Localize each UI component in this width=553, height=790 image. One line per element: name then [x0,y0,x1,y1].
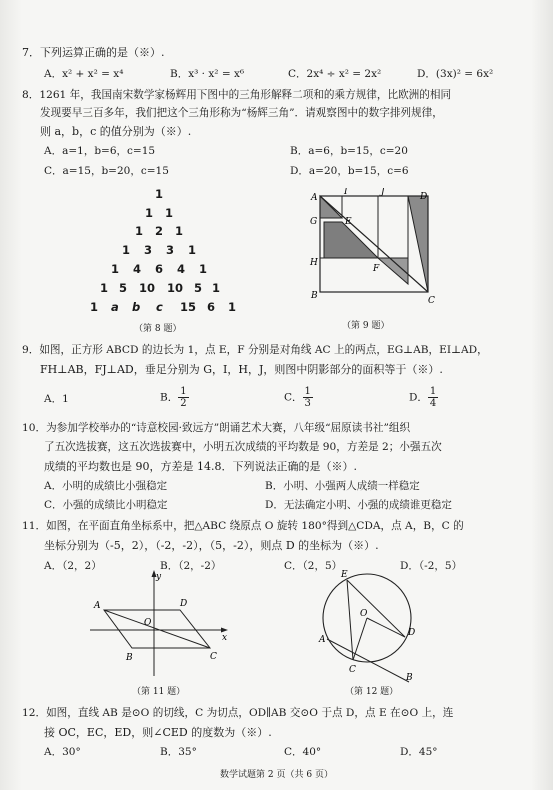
tri-r2-c2: 1 [175,224,184,238]
q9-option-d-fraction [428,386,438,409]
figure-9-square-diagram [308,188,436,310]
q8-line-2: 发现要早三百多年，我们把这个三角形称为“杨辉三角”．请观察图中的数字排列规律， [40,107,443,119]
segment-oc [353,618,367,660]
q9-option-b-letter: B． [160,391,179,404]
label-B-fig11: B [126,653,133,663]
q9-option-c-fraction [303,386,313,409]
q9-option-c-letter: C． [284,391,303,404]
label-I: I [344,188,348,197]
tri-r5-c3: 10 [167,281,184,295]
q12-option-a: A．30° [44,746,81,758]
label-O-fig12: O [360,609,368,619]
figure-8-caption: （第 8 题） [134,324,182,334]
q10-line-2: 了五次选拔赛，这五次选拔赛中，小明五次成绩的平均数是 90，方差是 2；小强五次 [44,441,442,453]
tri-r5-c2: 10 [139,281,156,295]
label-J: J [381,188,385,197]
q7-option-a: A．x² + x² = x⁴ [44,68,124,80]
q12-option-d: D．45° [400,746,438,758]
label-E: E [345,217,352,227]
q9-option-d-letter: D． [409,391,428,404]
tri-r0-c0: 1 [155,187,164,201]
q7-option-c: C．2x⁴ ÷ x² = 2x² [288,68,382,80]
q12-option-b: B．35° [160,746,197,758]
q10-line-3: 成绩的平均数也是 90，方差是 14.8．下列说法正确的是（※）. [44,460,357,473]
q9-b-denominator: 2 [180,398,187,409]
label-C-fig11: C [210,652,217,662]
q8-line-1: 8．1261 年，我国南宋数学家杨辉用下图中的三角形解释二项和的乘方规律，比欧洲的相同 [22,89,452,101]
q8-line-3: 则 a，b，c 的值分别为（※）. [40,125,192,138]
label-A-fig12: A [319,635,326,645]
q10-option-c: C．小强的成绩比小明稳定 [44,499,168,511]
q11-line-1: 11．如图，在平面直角坐标系中，把△ABC 绕原点 O 旋转 180°得到△CDA，点 A，B，C 的 [22,520,464,532]
tri-r6-c: c [156,300,163,314]
page-footer: 数学试题第 2 页（共 6 页） [220,770,333,780]
label-D: D [420,192,428,202]
tri-r4-c0: 1 [111,262,120,276]
tri-r1-c0: 1 [145,206,154,220]
figure-11-caption: （第 11 题） [132,687,186,697]
q8-option-b: B．a=6，b=15，c=20 [290,145,408,157]
q7-stem: 7．下列运算正确的是（※）. [22,46,165,59]
tri-r5-c5: 1 [212,281,221,295]
figure-12-circle-tangent [313,566,433,686]
segment-od [367,618,405,637]
q9-c-denominator: 3 [304,398,311,409]
q8-option-c: C．a=15，b=20，c=15 [44,165,169,177]
q10-option-b: B．小明、小强两人成绩一样稳定 [265,480,420,492]
tri-r6-c0: 1 [90,300,99,314]
label-B: B [311,291,318,301]
segment-ed [347,580,405,637]
q9-option-a: A．1 [44,393,69,405]
q7-option-d: D．(3x)² = 6x² [417,68,494,80]
q11-option-a: A．（2，2） [44,560,102,572]
q10-option-a: A．小明的成绩比小强稳定 [44,480,168,492]
tri-r4-c2: 6 [155,262,164,276]
label-x: x [222,633,228,643]
q9-option-b-fraction [178,386,188,409]
figure-12-caption: （第 12 题） [345,687,399,697]
label-O-fig11: O [144,618,152,628]
tangent-line-ab [327,639,409,682]
label-y: y [156,572,162,582]
q12-line-2: 接 OC，EC，ED，则∠CED 的度数为（※）. [44,726,272,739]
label-F: F [373,264,380,274]
q10-option-d: D．无法确定小明、小强的成绩谁更稳定 [265,499,452,511]
q11-line-2: 坐标分别为（-5，2），（-2，-2），（5，-2），则点 D 的坐标为（※）. [44,539,379,552]
tri-r4-c3: 4 [177,262,186,276]
q7-option-b: B．x³ · x² = x⁶ [170,68,245,80]
tri-r2-c0: 1 [135,224,144,238]
label-D-fig12: D [408,628,416,638]
label-B-fig12: B [406,673,413,683]
q10-line-1: 10．为参加学校举办的“诗意校园·致远方”朗诵艺术大赛，八年级“屈原读书社”组织 [22,422,411,434]
q9-c-numerator: 1 [304,386,311,397]
label-A: A [311,193,318,203]
tri-r6-b: b [132,300,141,314]
q9-b-numerator: 1 [180,386,187,397]
label-G: G [310,217,318,227]
tri-r3-c1: 3 [144,243,153,257]
tri-r6-c4: 15 [180,300,197,314]
q8-option-a: A．a=1，b=6，c=15 [44,145,156,157]
label-C: C [428,296,435,306]
tri-r3-c0: 1 [122,243,131,257]
label-D-fig11: D [180,599,188,609]
segment-ec [347,580,353,660]
q9-line-1: 9．如图，正方形 ABCD 的边长为 1，点 E，F 分别是对角线 AC 上的两点，EG⊥AB，EI⊥AD， [22,344,488,356]
q11-option-c: C．（2，5） [284,560,343,572]
tri-r5-c4: 5 [194,281,203,295]
q9-option-c [284,386,313,409]
q9-option-d [409,386,438,409]
tri-r1-c1: 1 [165,206,174,220]
label-H: H [310,258,318,268]
q9-d-denominator: 4 [429,398,437,409]
tri-r3-c3: 1 [188,243,197,257]
label-C-fig12: C [349,665,356,675]
tri-r6-a: a [111,300,119,314]
tri-r6-c5: 6 [207,300,216,314]
tri-r5-c0: 1 [100,281,109,295]
q9-option-b [160,386,189,409]
q9-line-2: FH⊥AB，FJ⊥AD，垂足分别为 G，I，H，J，则图中阴影部分的面积等于（※）. [40,363,443,376]
q8-option-d: D．a=20，b=15，c=6 [290,165,409,177]
tri-r4-c4: 1 [199,262,208,276]
q11-option-d: D．（-2，5） [400,560,463,572]
q9-d-numerator: 1 [429,386,437,397]
diagonal-ac-fig11 [104,610,210,648]
figure-9-caption: （第 9 题） [342,321,390,331]
figure-11-coordinate-plane [86,566,236,678]
x-axis-arrow [221,628,228,633]
label-A-fig11: A [94,601,101,611]
label-E-fig12: E [341,570,348,580]
tri-r6-c6: 1 [228,300,237,314]
tri-r3-c2: 3 [166,243,175,257]
q11-option-b: B．（2，-2） [160,560,222,572]
tri-r2-c1: 2 [155,224,164,238]
tri-r4-c1: 4 [133,262,142,276]
q12-option-c: C．40° [284,746,322,758]
tri-r5-c1: 5 [119,281,128,295]
q12-line-1: 12．如图，直线 AB 是⊙O 的切线，C 为切点，OD∥AB 交⊙O 于点 D，点 E 在⊙O 上，连 [22,707,454,719]
